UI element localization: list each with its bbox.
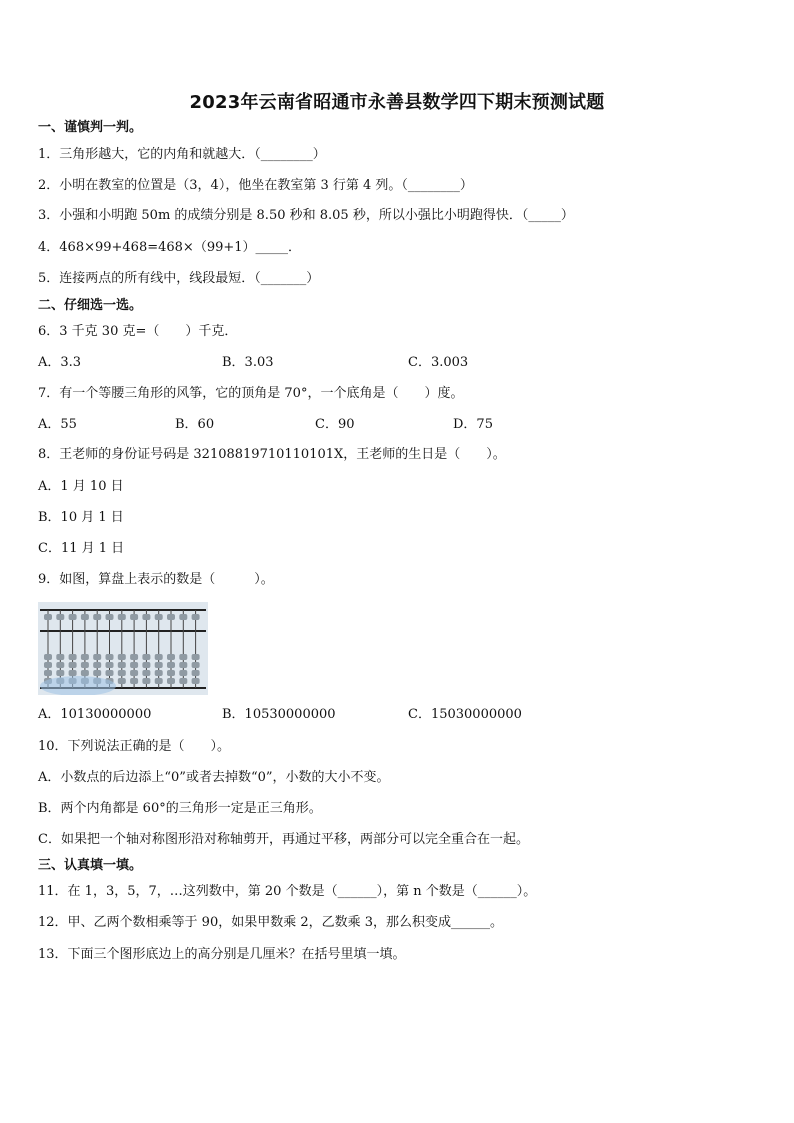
question-8: 8．王老师的身份证号码是 32108819710110101X，王老师的生日是（ ）。 [38, 447, 506, 462]
question-8-option-c: C．11 月 1 日 [38, 541, 125, 556]
abacus-bead [192, 678, 200, 684]
abacus-bead [155, 654, 163, 660]
question-2: 2．小明在教室的位置是（3，4），他坐在教室第 3 行第 4 列。（________） [38, 178, 473, 193]
section-heading-1: 一、谨慎判一判。 [38, 120, 143, 135]
question-10-option-b: B．两个内角都是 60°的三角形一定是正三角形。 [38, 801, 322, 816]
question-7-option-c: C．90 [315, 417, 355, 432]
question-4: 4．468×99+468=468×（99+1）_____． [38, 240, 302, 255]
question-7-option-b: B．60 [175, 417, 215, 432]
question-10: 10．下列说法正确的是（ ）。 [38, 739, 231, 754]
abacus-bead [56, 662, 64, 668]
abacus-bead [167, 670, 175, 676]
section-heading-3: 三、认真填一填。 [38, 858, 143, 873]
abacus-bead [192, 654, 200, 660]
abacus-bead [142, 654, 150, 660]
abacus-bead [118, 614, 126, 620]
abacus-bead [81, 614, 89, 620]
abacus-bead [118, 654, 126, 660]
abacus-bead [130, 670, 138, 676]
question-7-option-a: A．55 [38, 417, 77, 432]
abacus-bead [44, 654, 52, 660]
abacus-bead [81, 654, 89, 660]
abacus-bead [130, 614, 138, 620]
abacus-bead [142, 678, 150, 684]
abacus-bead [192, 662, 200, 668]
abacus-bead [155, 662, 163, 668]
abacus-bead [106, 614, 114, 620]
abacus-bead [142, 670, 150, 676]
question-6-option-a: A．3.3 [38, 355, 82, 370]
abacus-bead [56, 614, 64, 620]
abacus-bead [130, 678, 138, 684]
question-9-option-a: A．10130000000 [38, 707, 152, 722]
question-3: 3．小强和小明跑 50m 的成绩分别是 8.50 秒和 8.05 秒，所以小强比小明跑得快．（_____） [38, 208, 574, 223]
abacus-bead [93, 670, 101, 676]
abacus-bead [93, 654, 101, 660]
question-1: 1．三角形越大，它的内角和就越大．（________） [38, 147, 326, 162]
abacus-bead [106, 662, 114, 668]
abacus-bead [155, 670, 163, 676]
question-6: 6．3 千克 30 克=（ ）千克． [38, 324, 238, 339]
page-title: 2023年云南省昭通市永善县数学四下期末预测试题 [189, 92, 605, 113]
abacus-bead [167, 654, 175, 660]
abacus-bead [81, 662, 89, 668]
abacus-bead [142, 614, 150, 620]
abacus-bead [155, 678, 163, 684]
question-7: 7．有一个等腰三角形的风筝，它的顶角是 70°，一个底角是（ ）度。 [38, 386, 464, 401]
abacus-bead [106, 670, 114, 676]
question-10-option-c: C．如果把一个轴对称图形沿对称轴剪开，再通过平移，两部分可以完全重合在一起。 [38, 832, 529, 847]
abacus-bead [69, 670, 77, 676]
question-9: 9．如图，算盘上表示的数是（ ）。 [38, 572, 274, 587]
abacus-bead [56, 670, 64, 676]
abacus-bead [192, 614, 200, 620]
abacus-bead [142, 662, 150, 668]
abacus-bead [130, 654, 138, 660]
abacus-bead [69, 662, 77, 668]
abacus-bead [130, 662, 138, 668]
question-6-option-c: C．3.003 [408, 355, 469, 370]
question-9-option-b: B．10530000000 [222, 707, 336, 722]
abacus-drawing [38, 602, 208, 695]
abacus-bead [44, 670, 52, 676]
question-8-option-a: A．1 月 10 日 [38, 479, 124, 494]
question-6-option-b: B．3.03 [222, 355, 274, 370]
abacus-bead [167, 678, 175, 684]
question-5: 5．连接两点的所有线中，线段最短．（_______） [38, 271, 320, 286]
abacus-bead [69, 654, 77, 660]
abacus-bead [44, 614, 52, 620]
abacus-bead [179, 662, 187, 668]
question-11: 11．在 1，3，5，7，…这列数中，第 20 个数是（______），第 n 个数是（______）。 [38, 884, 537, 899]
abacus-bead [179, 614, 187, 620]
abacus-bead [56, 654, 64, 660]
abacus-bead [155, 614, 163, 620]
question-9-option-c: C．15030000000 [408, 707, 522, 722]
abacus-illustration [38, 602, 208, 695]
abacus-bead [106, 654, 114, 660]
abacus-bead [118, 670, 126, 676]
abacus-bead [179, 678, 187, 684]
abacus-bead [118, 678, 126, 684]
question-13: 13．下面三个图形底边上的高分别是几厘米？在括号里填一填。 [38, 947, 406, 962]
abacus-bead [69, 614, 77, 620]
abacus-bead [179, 654, 187, 660]
section-heading-2: 二、仔细选一选。 [38, 298, 143, 313]
abacus-bead [167, 614, 175, 620]
question-7-option-d: D．75 [453, 417, 493, 432]
abacus-bead [93, 662, 101, 668]
question-12: 12．甲、乙两个数相乘等于 90，如果甲数乘 2，乙数乘 3，那么积变成______。 [38, 915, 504, 930]
abacus-bead [192, 670, 200, 676]
abacus-bead [44, 662, 52, 668]
abacus-bead [93, 614, 101, 620]
question-10-option-a: A．小数点的后边添上“0”或者去掉数“0”，小数的大小不变。 [38, 770, 390, 785]
abacus-bead [179, 670, 187, 676]
abacus-bead [118, 662, 126, 668]
question-8-option-b: B．10 月 1 日 [38, 510, 124, 525]
abacus-bead [167, 662, 175, 668]
abacus-bead [81, 670, 89, 676]
